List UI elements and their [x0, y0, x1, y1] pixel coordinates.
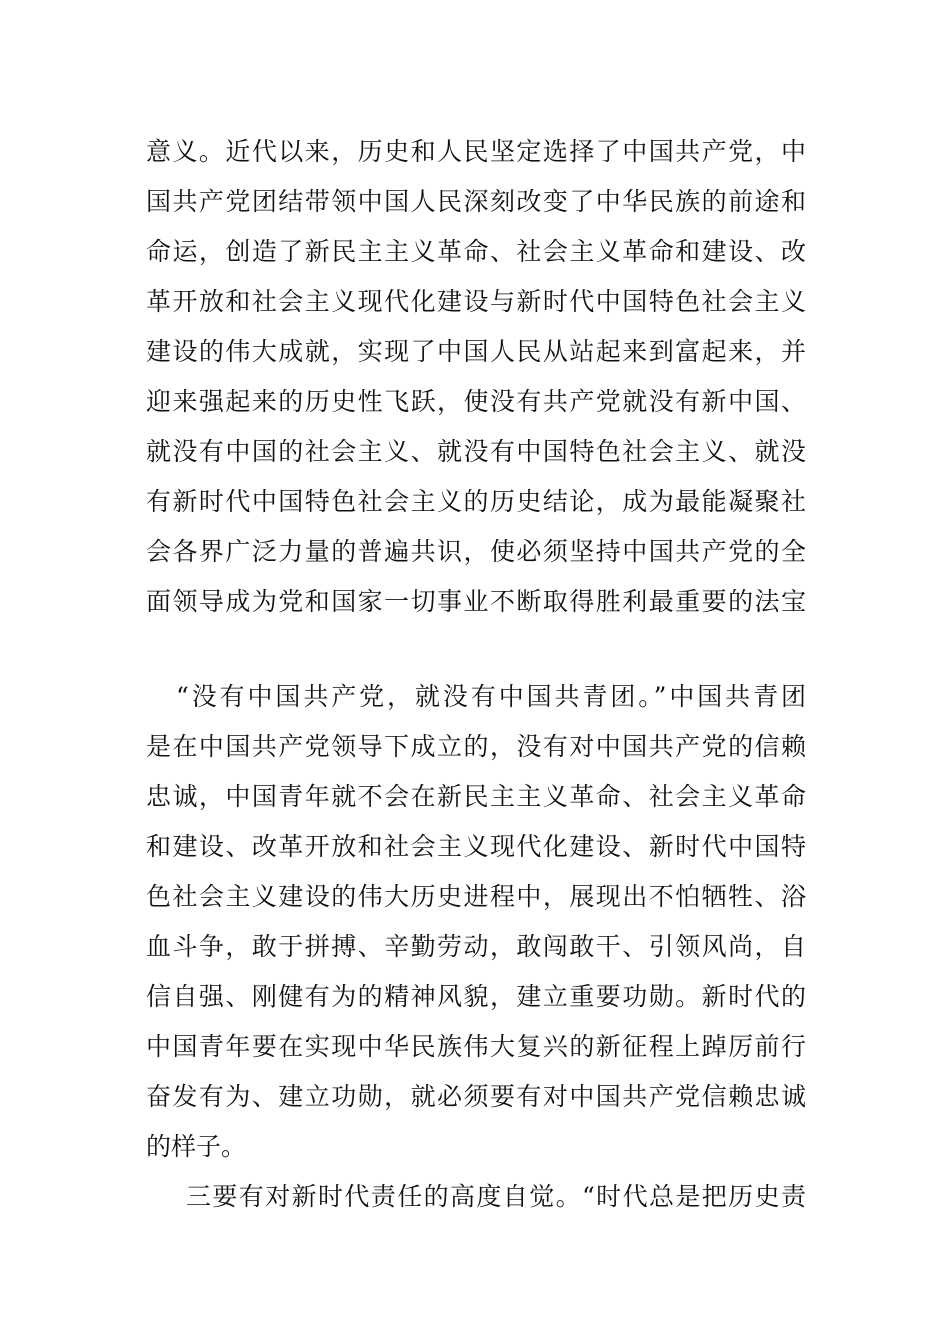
text-line: 的样子。	[146, 1132, 247, 1161]
text-line: 命运，创造了新民主主义革命、社会主义革命和建设、改	[146, 237, 806, 266]
text-line: 会各界广泛力量的普遍共识，使必须坚持中国共产党的全	[146, 537, 806, 566]
text-line: 迎来强起来的历史性飞跃，使没有共产党就没有新中国、	[146, 387, 806, 416]
text-line: 血斗争，敢于拼搏、辛勤劳动，敢闯敢干、引领风尚，自	[146, 932, 806, 961]
text-line: 和建设、改革开放和社会主义现代化建设、新时代中国特	[146, 832, 806, 861]
text-line: 三要有对新时代责任的高度自觉。“时代总是把历史责	[186, 1182, 806, 1211]
text-line: “没有中国共产党，就没有中国共青团。”中国共青团	[176, 682, 806, 711]
text-line: 是在中国共产党领导下成立的，没有对中国共产党的信赖	[146, 732, 806, 761]
text-line: 国共产党团结带领中国人民深刻改变了中华民族的前途和	[146, 187, 806, 216]
text-line: 忠诚，中国青年就不会在新民主主义革命、社会主义革命	[146, 782, 806, 811]
text-line: 建设的伟大成就，实现了中国人民从站起来到富起来，并	[146, 337, 806, 366]
text-line: 中国青年要在实现中华民族伟大复兴的新征程上踔厉前行	[146, 1032, 806, 1061]
text-line: 面领导成为党和国家一切事业不断取得胜利最重要的法宝	[146, 587, 806, 616]
text-line: 有新时代中国特色社会主义的历史结论，成为最能凝聚社	[146, 487, 806, 516]
text-line: 就没有中国的社会主义、就没有中国特色社会主义、就没	[146, 437, 806, 466]
text-line: 奋发有为、建立功勋，就必须要有对中国共产党信赖忠诚	[146, 1082, 806, 1111]
text-line: 革开放和社会主义现代化建设与新时代中国特色社会主义	[146, 287, 806, 316]
text-line: 意义。近代以来，历史和人民坚定选择了中国共产党，中	[146, 137, 806, 166]
text-line: 信自强、刚健有为的精神风貌，建立重要功勋。新时代的	[146, 982, 806, 1011]
text-line: 色社会主义建设的伟大历史进程中，展现出不怕牺牲、浴	[146, 882, 806, 911]
